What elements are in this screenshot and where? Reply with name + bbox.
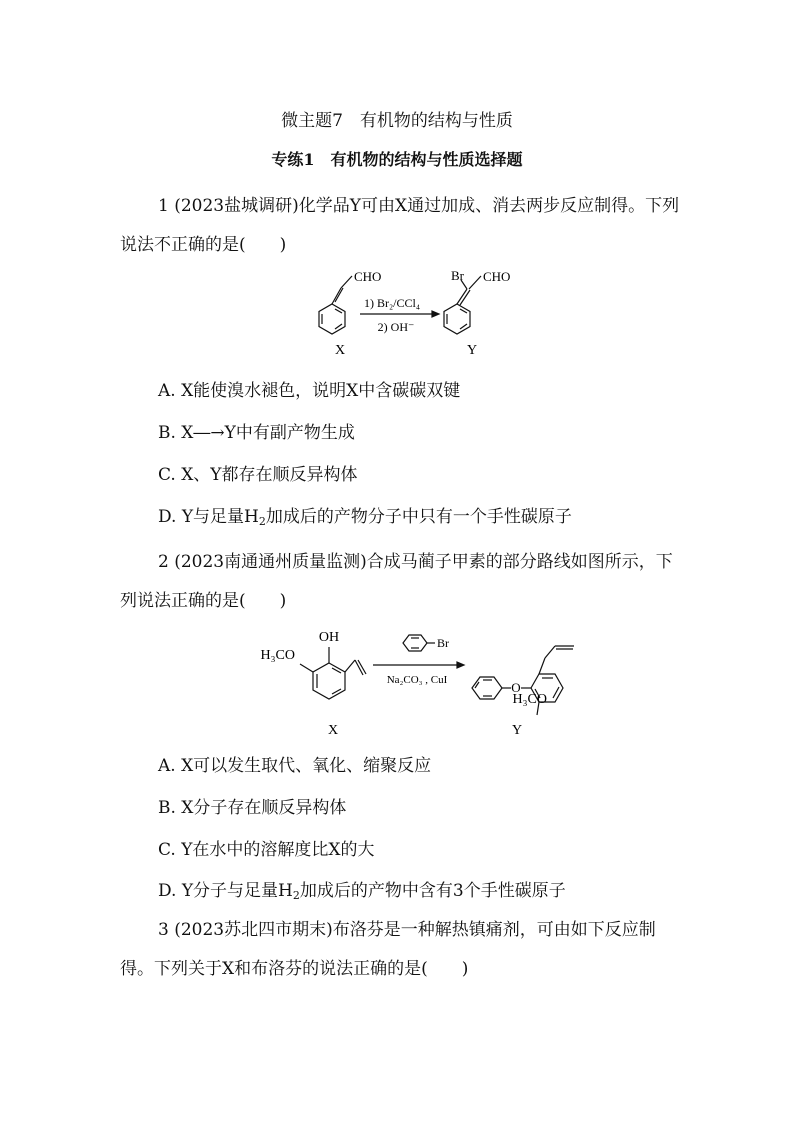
y-br-label: Br [451,268,464,283]
y-cho-label: CHO [483,269,511,284]
q2-option-c: C. Y在水中的溶解度比X的大 [158,840,375,860]
condition-na2co3-cui: Na₂CO₃ , CuI [386,674,448,686]
x-cho-label: CHO [354,269,382,284]
reagent-br-label: Br [437,636,449,650]
question-2-stem: 2 (2023南通通州质量监测)合成马蔺子甲素的部分路线如图所示，下列说法正确的是( ) [120,552,673,611]
question-1-stem: 1 (2023盐城调研)化学品Y可由X通过加成、消去两步反应制得。下列说法不正确的是( ) [120,196,680,255]
q2-option-a: A. X可以发生取代、氧化、缩聚反应 [158,756,432,776]
y-benzene-ring [444,304,470,334]
page-title: 微主题7 有机物的结构与性质 [281,111,513,131]
x-benzene-ring [319,304,345,334]
q1-option-c: C. X、Y都存在顺反异构体 [158,465,358,485]
q2-option-b: B. X分子存在顺反异构体 [158,798,347,818]
x-oh-label: OH [318,630,340,645]
page-subtitle: 专练1 有机物的结构与性质选择题 [271,150,523,169]
x-h3co-label: H₃CO [260,648,295,663]
q1-option-d: D. Y与足量$H_2$加成后的产物分子中只有一个手性碳原子 [158,507,572,528]
q2-option-d: D. Y分子与足量$H_2$加成后的产物中含有3个手性碳原子 [158,881,566,902]
q1-option-a: A. X能使溴水褪色，说明X中含碳碳双键 [158,381,461,401]
condition-2: 2) OH⁻ [377,320,415,334]
compound-x-label: X [334,343,346,358]
y-h3co-label: H₃CO [512,692,547,707]
compound-y-label: Y [466,343,478,358]
question-3-stem: 3 (2023苏北四市期末)布洛芬是一种解热镇痛剂，可由如下反应制得。下列关于X和布洛芬的说法正确的是( ) [120,920,656,979]
x-ring [313,663,345,699]
q1-option-b: B. X―→Y中有副产物生成 [158,423,355,443]
compound-x-label-2: X [327,723,339,738]
y-o-label: O [511,680,521,695]
compound-y-label-2: Y [511,723,523,738]
condition-1: 1) Br₂/CCl₄ [363,296,421,310]
question-2-scheme [245,617,585,742]
question-1-scheme [300,262,530,362]
